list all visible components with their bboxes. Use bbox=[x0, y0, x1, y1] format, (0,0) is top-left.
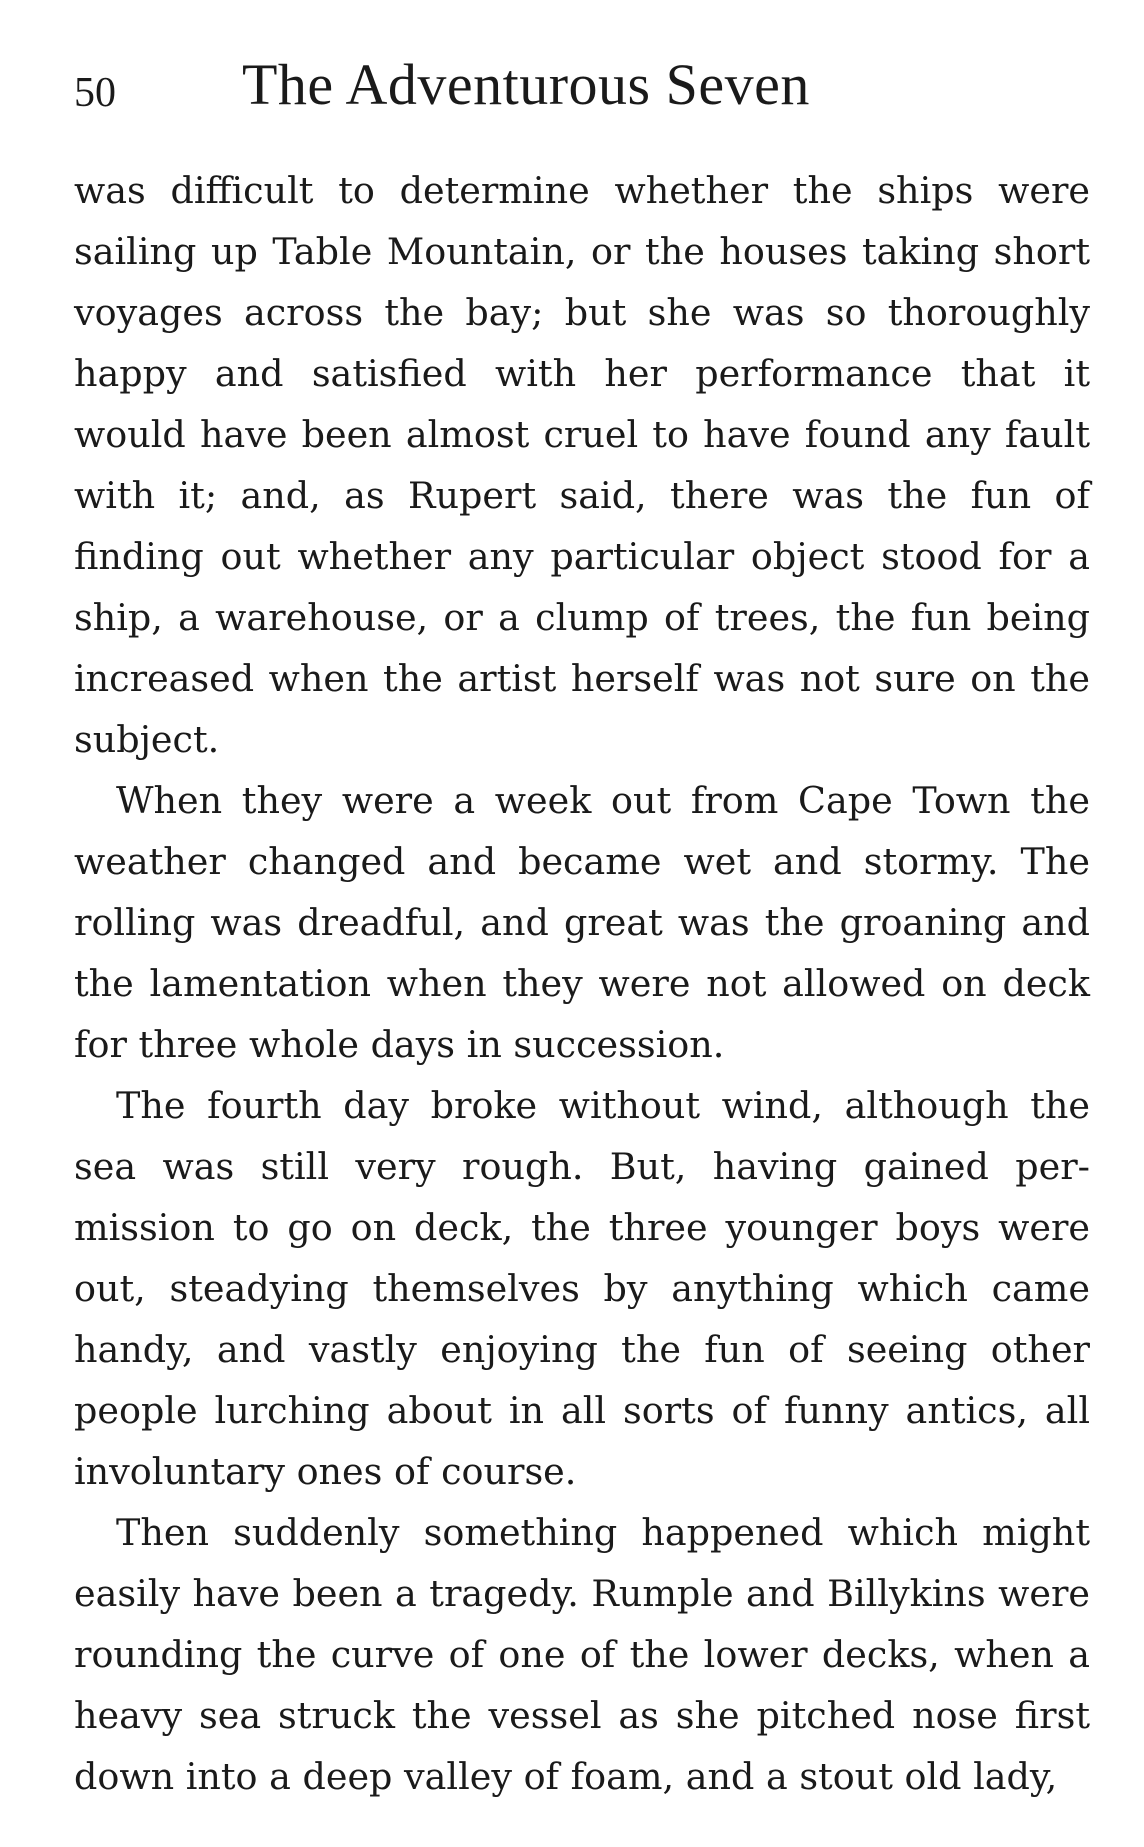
book-title: The Adventurous Seven bbox=[242, 52, 810, 117]
paragraph: The fourth day broke without wind, although the sea was still very rough. But, having gained permission to go on deck, the three younger boys were out, steadying themselves by anything which came handy, and vastly enjoying the fun of seeing other people lurching about in all sorts of funny antics, all involuntary ones of course. bbox=[74, 1084, 1090, 1493]
book-page bbox=[74, 0, 1090, 1847]
running-head bbox=[74, 52, 1090, 126]
page-number: 50 bbox=[74, 70, 116, 116]
paragraph-continued: was difficult to determine whether the ships were sailing up Table Mountain, or the houses taking short voyages across the bay; but she was so thoroughly happy and satisfied with her performance that it would have been almost cruel to have found any fault with it; and, as Rupert said, there was the fun of finding out whether any particular object stood for a ship, a warehouse, or a clump of trees, the fun being increased when the artist herself was not sure on the subject. bbox=[74, 169, 1090, 761]
paragraph: When they were a week out from Cape Town the weather changed and became wet and stormy. The rolling was dreadful, and great was the groaning and the lamentation when they were not allowed on deck for three whole days in succession. bbox=[74, 779, 1090, 1066]
body-text bbox=[74, 160, 1090, 1807]
paragraph: Then suddenly something happened which might easily have been a tragedy. Rumple and Billykins were rounding the curve of one of the lower decks, when a heavy sea struck the vessel as she pitched nose first down into a deep valley of foam, and a stout old lady, bbox=[74, 1511, 1090, 1798]
